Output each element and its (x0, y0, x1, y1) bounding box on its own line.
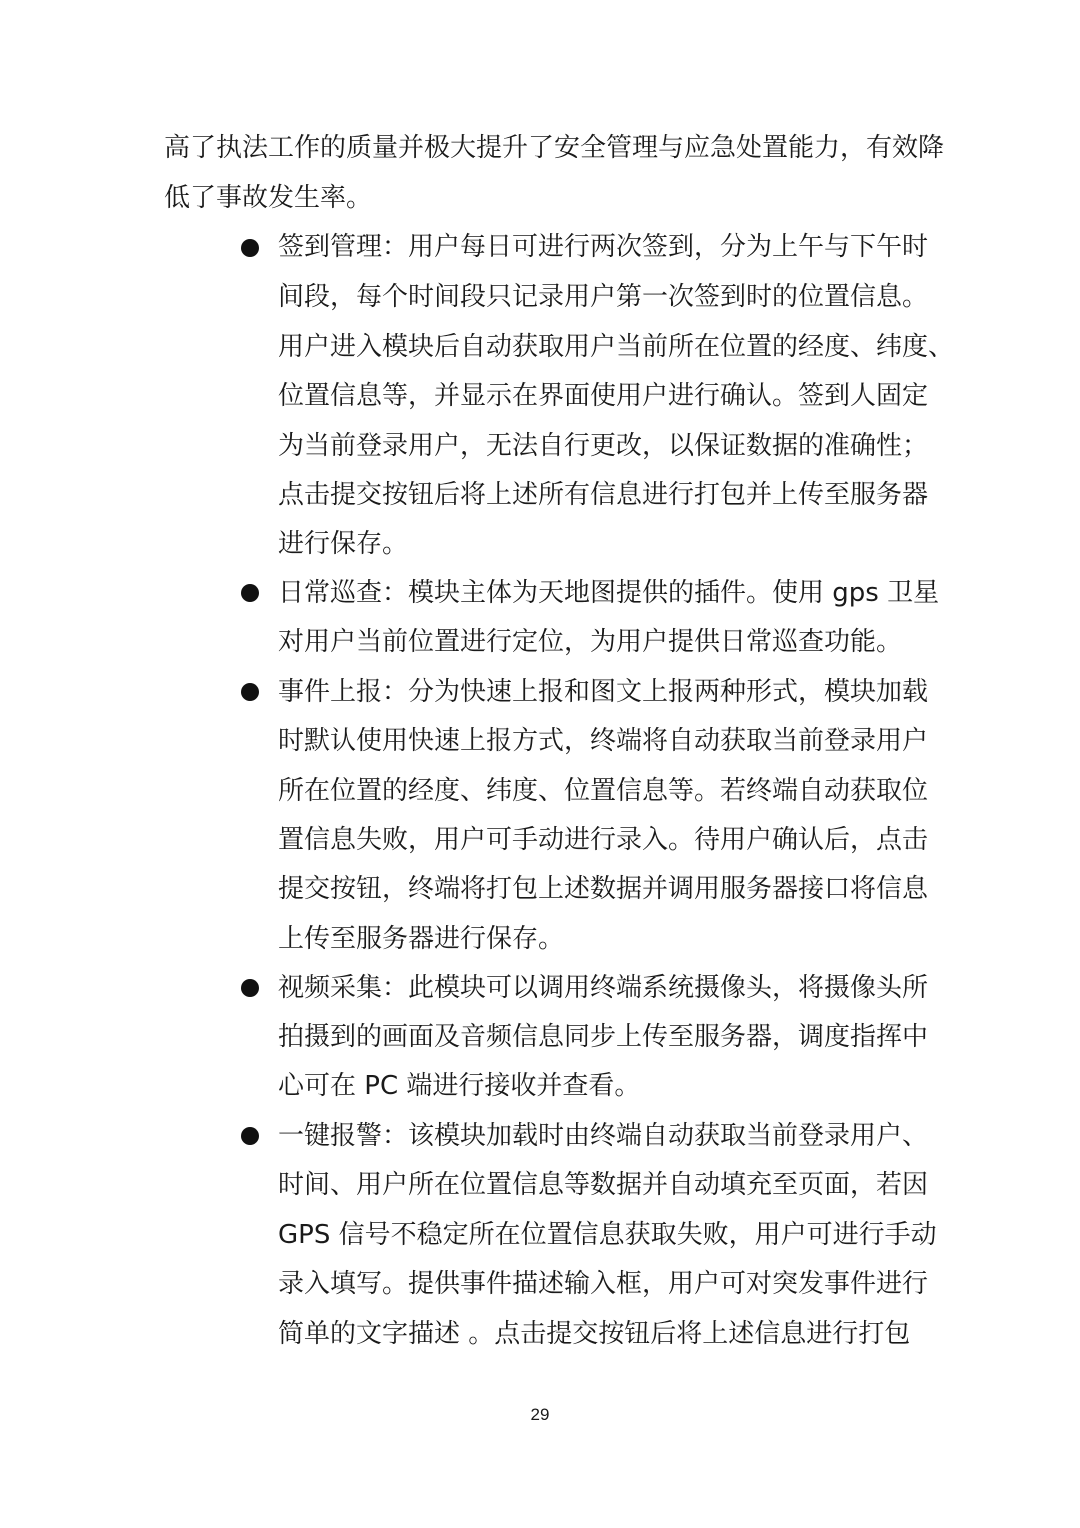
list-item-line: GPS 信号不稳定所在位置信息获取失败，用户可进行手动 (278, 1220, 937, 1250)
list-item-line: 简单的文字描述 。点击提交按钮后将上述信息进行打包 (278, 1319, 911, 1349)
page-number: 29 (530, 1405, 550, 1424)
list-item-line: 日常巡查：模块主体为天地图提供的插件。使用 gps 卫星 (278, 578, 940, 608)
bullet-icon (241, 1127, 259, 1145)
list-item-line: 所在位置的经度、纬度、位置信息等。若终端自动获取位 (278, 776, 929, 806)
list-item-line: 时默认使用快速上报方式，终端将自动获取当前登录用户 (278, 726, 929, 756)
list-item-line: 录入填写。提供事件描述输入框，用户可对突发事件进行 (278, 1269, 929, 1299)
list-item-line: 拍摄到的画面及音频信息同步上传至服务器，调度指挥中 (278, 1022, 929, 1052)
list-item-line: 提交按钮，终端将打包上述数据并调用服务器接口将信息 (278, 874, 929, 904)
bullet-icon (241, 239, 259, 257)
list-item-line: 签到管理：用户每日可进行两次签到，分为上午与下午时 (278, 232, 929, 262)
bullet-icon (241, 979, 259, 997)
bullet-icon (241, 683, 259, 701)
list-item-line: 一键报警：该模块加载时由终端自动获取当前登录用户、 (278, 1121, 929, 1151)
bullet-icon (241, 584, 259, 602)
list-item-line: 置信息失败，用户可手动进行录入。待用户确认后，点击 (278, 825, 929, 855)
list-item-line: 对用户当前位置进行定位，为用户提供日常巡查功能。 (278, 627, 903, 657)
intro-line: 低了事故发生率。 (164, 183, 373, 213)
list-item-line: 上传至服务器进行保存。 (278, 924, 565, 954)
list-item-line: 点击提交按钮后将上述所有信息进行打包并上传至服务器 (278, 480, 929, 510)
list-item-line: 为当前登录用户，无法自行更改，以保证数据的准确性； (278, 431, 929, 461)
list-item-line: 事件上报：分为快速上报和图文上报两种形式，模块加载 (278, 677, 929, 707)
list-item-line: 心可在 PC 端进行接收并查看。 (278, 1071, 641, 1101)
list-item-line: 时间、用户所在位置信息等数据并自动填充至页面，若因 (278, 1170, 929, 1200)
list-item-line: 位置信息等，并显示在界面使用户进行确认。签到人固定 (278, 381, 929, 411)
list-item-line: 用户进入模块后自动获取用户当前所在位置的经度、纬度、 (278, 332, 955, 362)
list-item-line: 进行保存。 (278, 529, 409, 559)
list-item-line: 视频采集：此模块可以调用终端系统摄像头，将摄像头所 (278, 973, 929, 1003)
intro-line: 高了执法工作的质量并极大提升了安全管理与应急处置能力，有效降 (164, 133, 945, 163)
list-item-line: 间段，每个时间段只记录用户第一次签到时的位置信息。 (278, 282, 929, 312)
